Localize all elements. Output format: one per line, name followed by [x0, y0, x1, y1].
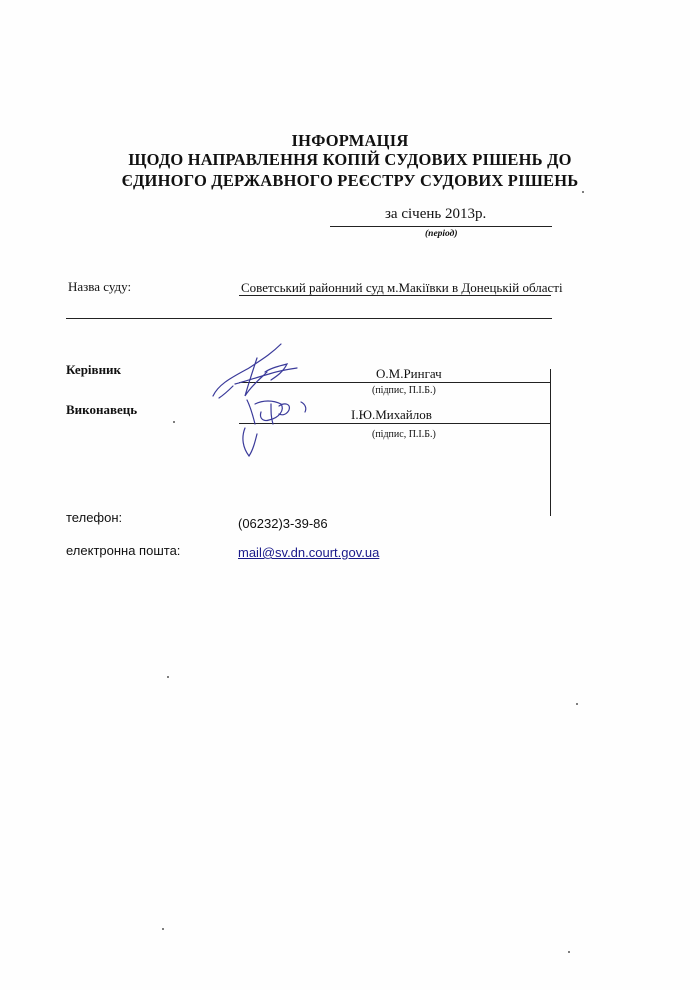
period-caption: (період): [425, 229, 458, 239]
scan-speck: [582, 191, 584, 193]
period-underline: [330, 226, 552, 227]
scan-speck: [568, 951, 570, 953]
scan-speck: [173, 421, 175, 423]
frame-vertical-rule: [550, 369, 551, 516]
document-subtitle-line1: ЩОДО НАПРАВЛЕННЯ КОПІЙ СУДОВИХ РІШЕНЬ ДО: [128, 150, 572, 169]
section-divider: [66, 318, 552, 319]
email-link[interactable]: mail@sv.dn.court.gov.ua: [238, 545, 380, 560]
scan-speck: [167, 676, 169, 678]
head-caption: (підпис, П.І.Б.): [372, 385, 436, 396]
document-subtitle-line2: ЄДИНОГО ДЕРЖАВНОГО РЕЄСТРУ СУДОВИХ РІШЕНЬ: [121, 171, 579, 190]
executor-role-label: Виконавець: [66, 402, 138, 417]
scan-speck: [576, 703, 578, 705]
email-label: електронна пошта:: [66, 543, 181, 558]
executor-caption: (підпис, П.І.Б.): [372, 429, 436, 440]
head-name: О.М.Рингач: [376, 366, 442, 381]
period-value: за січень 2013р.: [385, 206, 487, 222]
court-label: Назва суду:: [68, 279, 132, 294]
court-name-underline: [239, 295, 551, 296]
executor-name: І.Ю.Михайлов: [351, 407, 432, 422]
handwritten-signatures: [205, 338, 315, 463]
scan-speck: [162, 928, 164, 930]
head-role-label: Керівник: [66, 362, 122, 377]
phone-label: телефон:: [66, 510, 123, 525]
court-name: Советський районний суд м.Макіївки в Донецькій області: [241, 280, 563, 295]
phone-value: (06232)3-39-86: [238, 516, 328, 531]
document-title: ІНФОРМАЦІЯ: [291, 131, 409, 150]
